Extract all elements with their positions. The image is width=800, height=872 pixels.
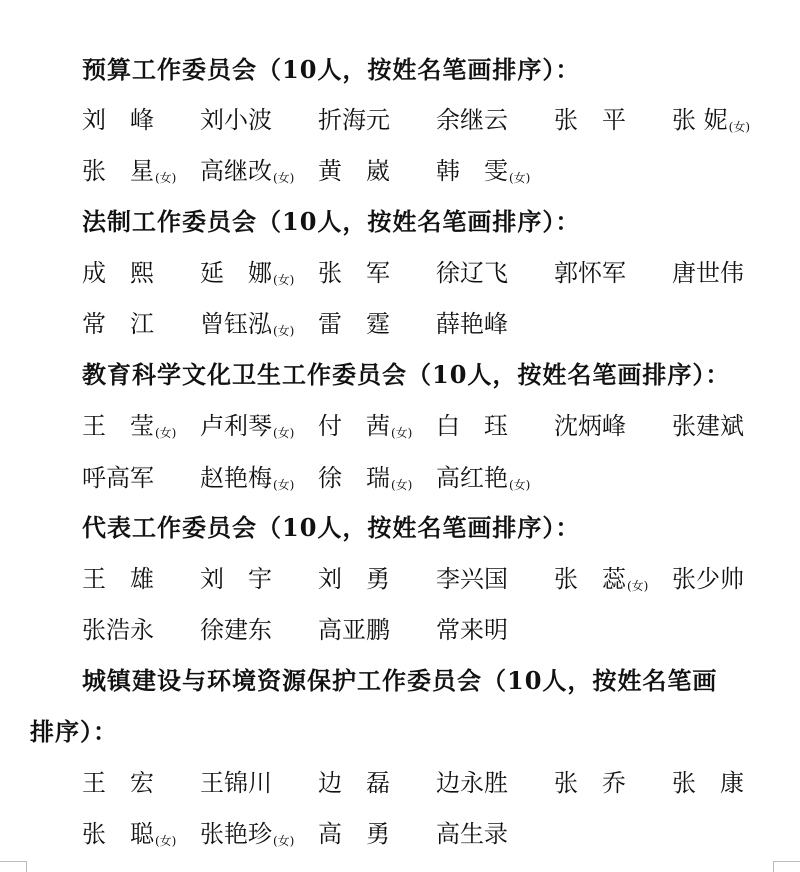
member-name-text: 张 聪 xyxy=(82,820,154,848)
member-name xyxy=(554,559,648,606)
member-name-text: 折海元 xyxy=(318,106,390,134)
member-name xyxy=(436,610,508,650)
member-name-text: 延 娜 xyxy=(200,259,272,287)
member-name xyxy=(318,559,390,599)
member-name-text: 付 茜 xyxy=(318,412,390,440)
member-name xyxy=(200,304,294,351)
member-name-text: 张 平 xyxy=(554,106,626,134)
female-tag: (女) xyxy=(391,426,413,440)
member-name-text: 卢利琴 xyxy=(200,412,272,440)
member-name xyxy=(82,253,154,293)
member-name xyxy=(200,406,294,453)
member-name xyxy=(318,763,390,803)
member-name-text: 高生录 xyxy=(436,820,508,848)
member-name xyxy=(436,253,508,293)
committee-heading: 代表工作委员会（10人，按姓名笔画排序）： xyxy=(82,513,581,542)
member-name xyxy=(318,304,390,344)
female-tag: (女) xyxy=(391,478,413,492)
member-name xyxy=(318,814,390,854)
member-name-text: 高继改 xyxy=(200,157,272,185)
member-name xyxy=(672,406,744,446)
member-name-text: 刘小波 xyxy=(200,106,272,134)
member-name xyxy=(554,763,626,803)
female-tag: (女) xyxy=(155,426,177,440)
committee-heading: 预算工作委员会（10人，按姓名笔画排序）： xyxy=(82,55,581,84)
member-name xyxy=(436,814,508,854)
member-name-text: 常来明 xyxy=(436,616,508,644)
member-name xyxy=(200,610,272,650)
member-name xyxy=(318,100,390,140)
member-name xyxy=(554,100,626,140)
member-name-text: 张少帅 xyxy=(672,565,744,593)
member-name-text: 张 蕊 xyxy=(554,565,626,593)
member-name xyxy=(200,100,272,140)
member-name-text: 张 军 xyxy=(318,259,390,287)
member-name xyxy=(318,610,390,650)
member-name-text: 张艳珍 xyxy=(200,820,272,848)
member-name-text: 白 珏 xyxy=(436,412,508,440)
member-name-text: 张 妮 xyxy=(672,106,728,134)
member-name-text: 常 江 xyxy=(82,310,154,338)
female-tag: (女) xyxy=(155,171,177,185)
member-name xyxy=(554,406,626,446)
member-name xyxy=(200,253,294,300)
member-name xyxy=(200,763,272,803)
female-tag: (女) xyxy=(509,171,531,185)
member-name xyxy=(436,100,508,140)
member-name xyxy=(318,458,412,505)
member-name xyxy=(436,763,508,803)
member-name xyxy=(82,406,176,453)
member-name xyxy=(672,253,744,293)
member-name xyxy=(82,100,154,140)
member-name xyxy=(436,151,530,198)
member-name xyxy=(436,559,508,599)
member-name-text: 赵艳梅 xyxy=(200,464,272,492)
name-row xyxy=(82,559,782,599)
name-row xyxy=(82,763,782,803)
member-name-text: 韩 雯 xyxy=(436,157,508,185)
member-name-text: 王 莹 xyxy=(82,412,154,440)
member-name-text: 张 康 xyxy=(672,769,744,797)
member-name-text: 余继云 xyxy=(436,106,508,134)
member-name-text: 雷 霆 xyxy=(318,310,390,338)
member-name-text: 曾钰泓 xyxy=(200,310,272,338)
member-name-text: 成 熙 xyxy=(82,259,154,287)
name-row xyxy=(82,253,782,293)
member-name-text: 张 乔 xyxy=(554,769,626,797)
member-name-text: 李兴国 xyxy=(436,565,508,593)
member-name xyxy=(82,763,154,803)
member-name-text: 郭怀军 xyxy=(554,259,626,287)
name-row xyxy=(82,151,782,191)
member-name-text: 高红艳 xyxy=(436,464,508,492)
member-name xyxy=(436,406,508,446)
name-row xyxy=(82,304,782,344)
member-name-text: 刘 宇 xyxy=(200,565,272,593)
member-name xyxy=(318,406,412,453)
member-name-text: 张建斌 xyxy=(672,412,744,440)
member-name xyxy=(82,610,154,650)
member-name xyxy=(318,151,390,191)
member-name xyxy=(436,304,508,344)
member-name-text: 薛艳峰 xyxy=(436,310,508,338)
member-name xyxy=(672,559,744,599)
member-name-text: 王 宏 xyxy=(82,769,154,797)
name-row xyxy=(82,458,782,498)
committee-heading: 教育科学文化卫生工作委员会（10人，按姓名笔画排序）： xyxy=(82,360,731,389)
member-name xyxy=(200,458,294,505)
member-name xyxy=(200,814,294,861)
member-name-text: 刘 峰 xyxy=(82,106,154,134)
member-name-text: 边永胜 xyxy=(436,769,508,797)
name-row xyxy=(82,406,782,446)
female-tag: (女) xyxy=(273,273,295,287)
committee-heading: 城镇建设与环境资源保护工作委员会（10人，按姓名笔画 xyxy=(82,666,718,695)
member-name xyxy=(672,100,750,147)
name-row xyxy=(82,814,782,854)
name-row xyxy=(82,100,782,140)
member-name-text: 呼高军 xyxy=(82,464,154,492)
member-name xyxy=(554,253,626,293)
member-name-text: 唐世伟 xyxy=(672,259,744,287)
member-name-text: 沈炳峰 xyxy=(554,412,626,440)
female-tag: (女) xyxy=(627,579,649,593)
member-name-text: 高亚鹏 xyxy=(318,616,390,644)
member-name-text: 徐建东 xyxy=(200,616,272,644)
member-name-text: 黄 崴 xyxy=(318,157,390,185)
member-name xyxy=(200,559,272,599)
member-name-text: 刘 勇 xyxy=(318,565,390,593)
member-name xyxy=(672,763,744,803)
member-name-text: 张 星 xyxy=(82,157,154,185)
committee-heading: 法制工作委员会（10人，按姓名笔画排序）： xyxy=(82,207,581,236)
committee-heading-continued: 排序）： xyxy=(30,717,118,746)
female-tag: (女) xyxy=(728,120,751,134)
female-tag: (女) xyxy=(273,478,295,492)
member-name xyxy=(82,458,154,498)
member-name-text: 王锦川 xyxy=(200,769,272,797)
name-row xyxy=(82,610,782,650)
female-tag: (女) xyxy=(273,324,295,338)
member-name xyxy=(200,151,294,198)
page-corner-mark xyxy=(773,861,800,872)
female-tag: (女) xyxy=(273,834,295,848)
member-name xyxy=(82,304,154,344)
member-name xyxy=(82,814,176,861)
female-tag: (女) xyxy=(273,426,295,440)
member-name-text: 徐辽飞 xyxy=(436,259,508,287)
member-name-text: 张浩永 xyxy=(82,616,154,644)
member-name-text: 边 磊 xyxy=(318,769,390,797)
member-name xyxy=(436,458,530,505)
member-name xyxy=(82,151,176,198)
member-name-text: 王 雄 xyxy=(82,565,154,593)
member-name xyxy=(82,559,154,599)
member-name-text: 高 勇 xyxy=(318,820,390,848)
member-name-text: 徐 瑞 xyxy=(318,464,390,492)
female-tag: (女) xyxy=(155,834,177,848)
member-name xyxy=(318,253,390,293)
female-tag: (女) xyxy=(273,171,295,185)
female-tag: (女) xyxy=(509,478,531,492)
page-corner-mark xyxy=(0,861,27,872)
